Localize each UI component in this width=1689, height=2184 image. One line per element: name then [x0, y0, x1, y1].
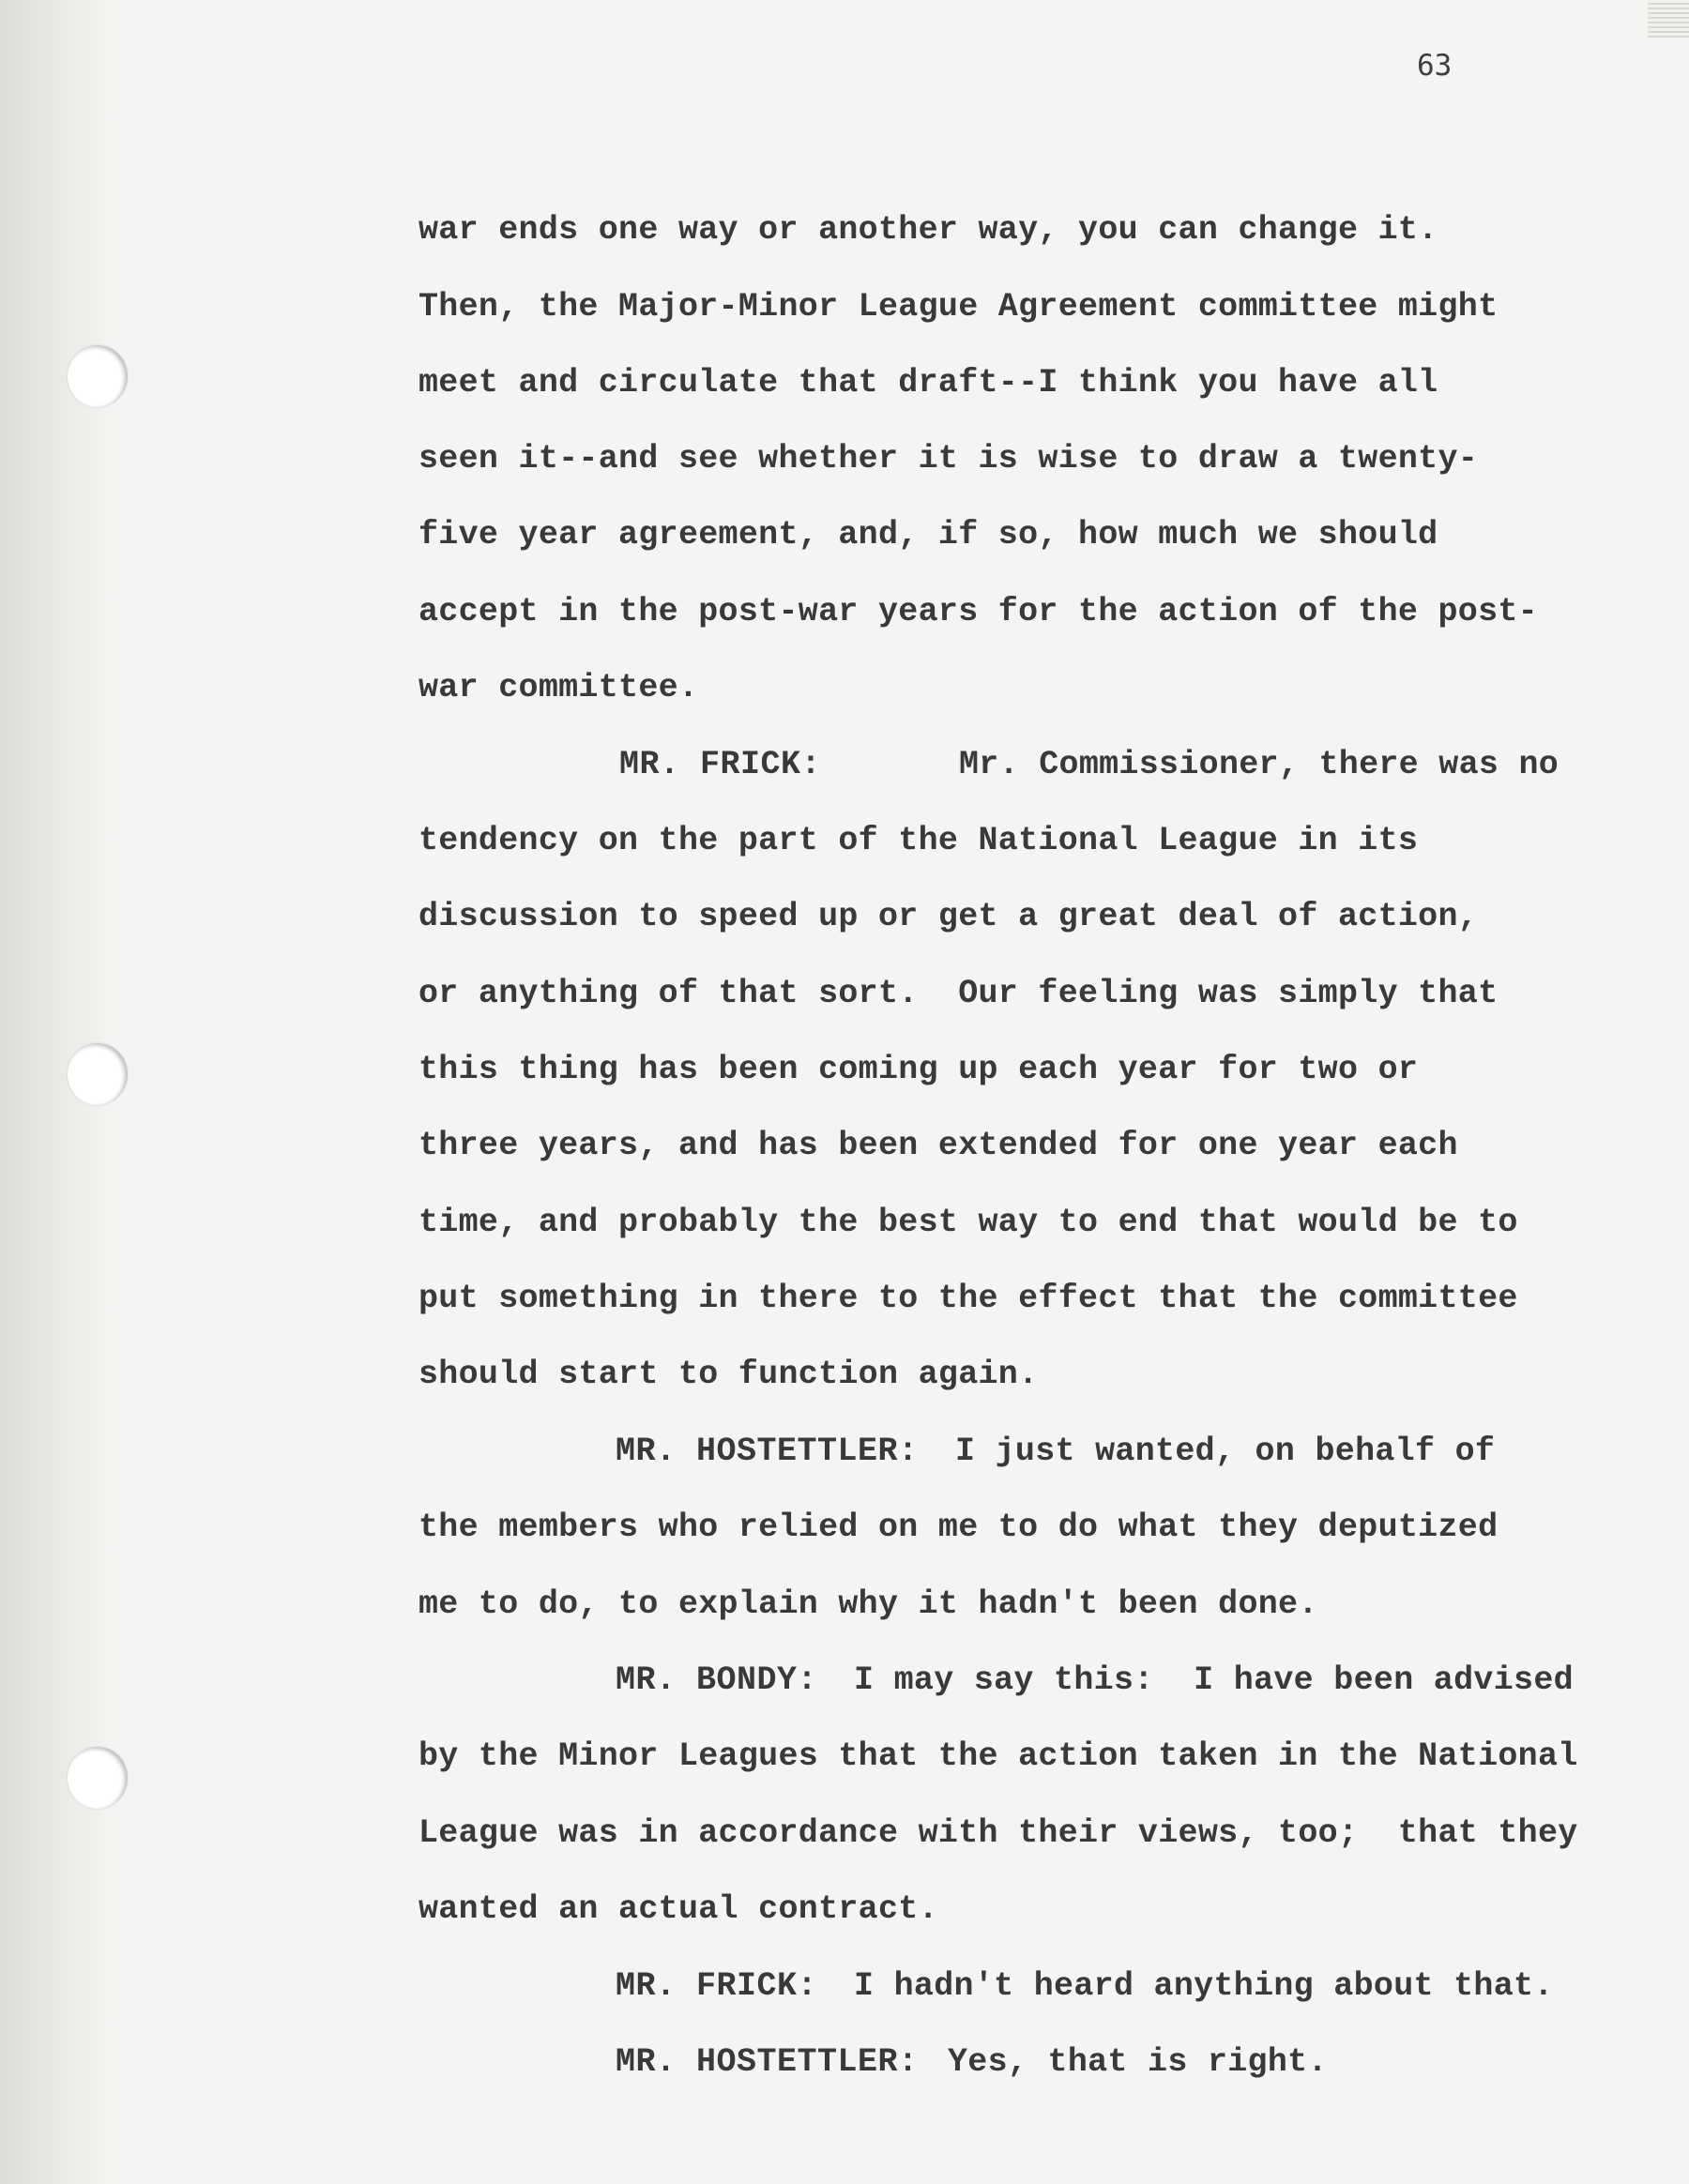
text-line: or anything of that sort. Our feeling was simply that	[418, 975, 1499, 1012]
text-line: meet and circulate that draft--I think you have all	[418, 364, 1438, 402]
text-line: tendency on the part of the National League in its	[418, 822, 1419, 859]
speaker-label: MR. FRICK:	[619, 746, 822, 783]
text-line: war committee.	[418, 669, 699, 706]
text-line: war ends one way or another way, you can change it.	[418, 211, 1438, 249]
text-line: me to do, to explain why it hadn't been done.	[418, 1585, 1318, 1623]
speaker-label: MR. HOSTETTLER:	[616, 2043, 919, 2081]
text-line: discussion to speed up or get a great deal of action,	[418, 898, 1479, 935]
text-line: seen it--and see whether it is wise to draw a twenty-	[418, 440, 1479, 478]
binder-hole-middle	[68, 1043, 128, 1105]
speech-first-line: Yes, that is right.	[948, 2043, 1328, 2081]
speech-first-line: Mr. Commissioner, there was no	[959, 746, 1560, 783]
page-number: 63	[1417, 49, 1453, 83]
speaker-label: MR. FRICK:	[616, 1967, 818, 2005]
text-line: three years, and has been extended for one year each	[418, 1127, 1458, 1164]
text-line: the members who relied on me to do what they deputized	[418, 1509, 1499, 1546]
speaker-label: MR. HOSTETTLER:	[616, 1433, 919, 1470]
text-line: wanted an actual contract.	[418, 1890, 938, 1928]
page-corner-scan-artifact	[1648, 0, 1689, 38]
text-line: Then, the Major-Minor League Agreement committee might	[418, 288, 1499, 326]
speech-first-line: I hadn't heard anything about that.	[854, 1967, 1554, 2005]
speech-first-line: I may say this: I have been advised	[854, 1661, 1574, 1699]
binder-hole-top	[68, 345, 128, 407]
text-line: this thing has been coming up each year for two or	[418, 1051, 1419, 1088]
text-line: five year agreement, and, if so, how much we should	[418, 516, 1438, 554]
text-line: time, and probably the best way to end that would be to	[418, 1204, 1518, 1241]
text-line: put something in there to the effect that the committee	[418, 1280, 1518, 1317]
text-line: accept in the post-war years for the action of the post-	[418, 593, 1538, 630]
speaker-label: MR. BONDY:	[616, 1661, 818, 1699]
text-line: by the Minor Leagues that the action taken in the National	[418, 1737, 1578, 1775]
binder-hole-bottom	[68, 1747, 128, 1809]
text-line: should start to function again.	[418, 1356, 1039, 1393]
speech-first-line: I just wanted, on behalf of	[955, 1433, 1496, 1470]
text-line: League was in accordance with their views, too; that they	[418, 1814, 1578, 1852]
